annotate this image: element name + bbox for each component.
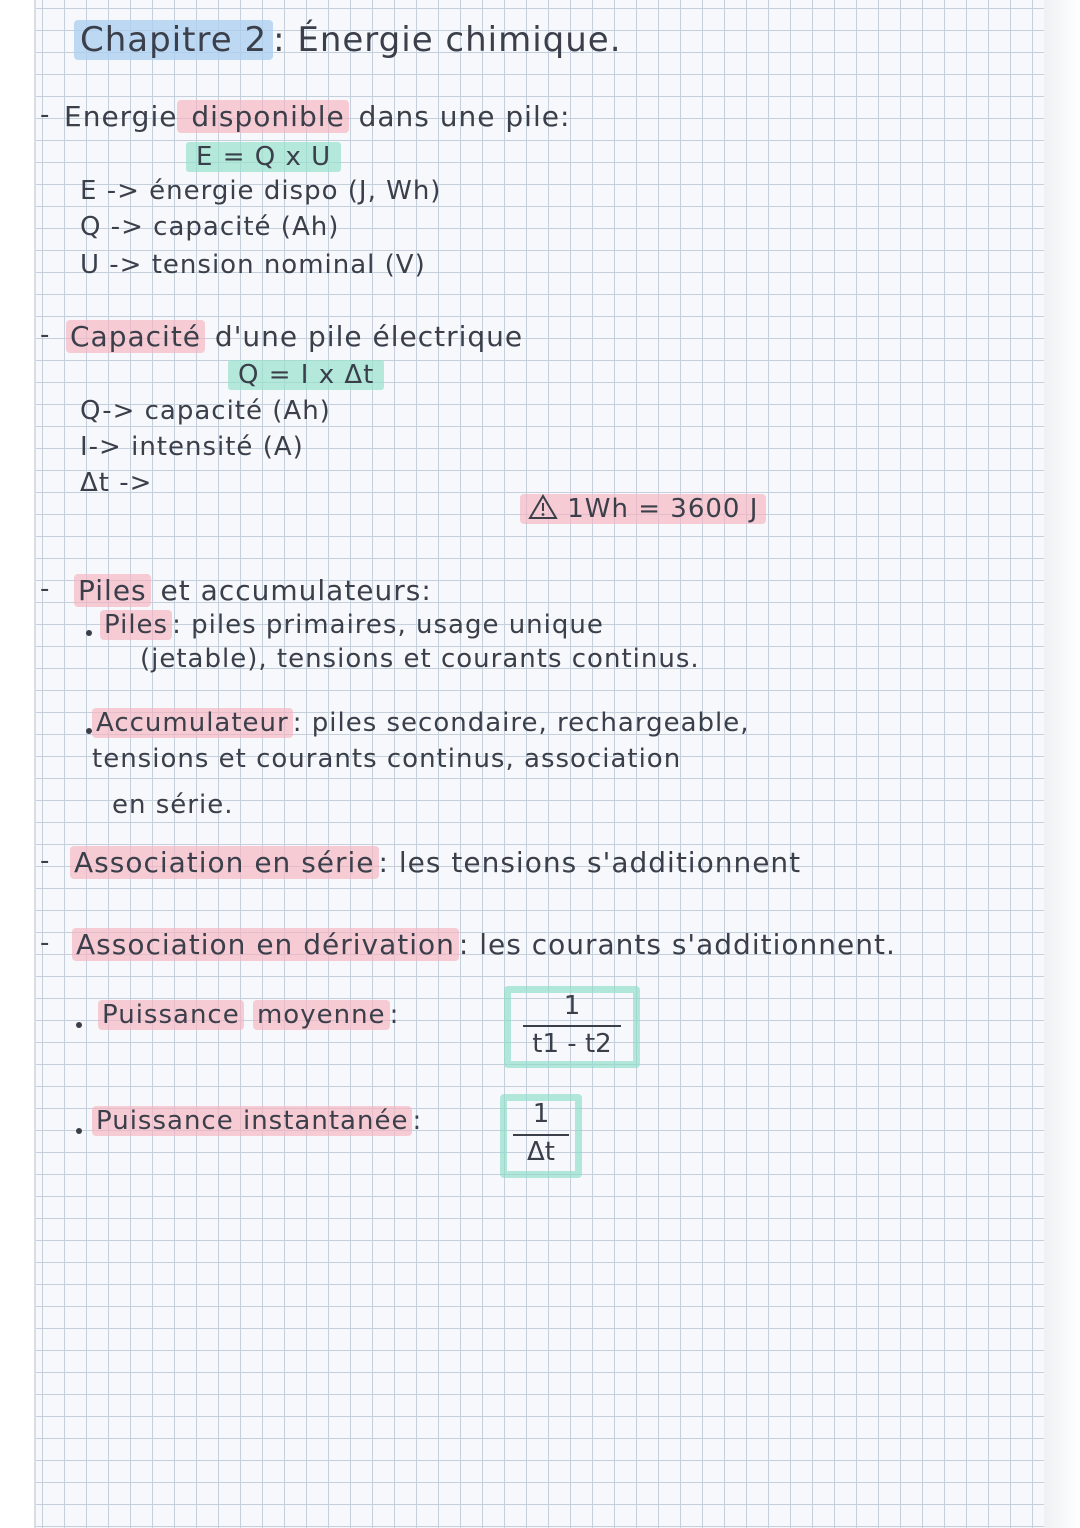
fraction-denominator: Δt: [527, 1137, 555, 1167]
heading-capacite-a: Capacité: [66, 320, 205, 353]
page-shadow: [1044, 0, 1080, 1528]
heading-capacite: [66, 320, 523, 353]
pm-colon: :: [389, 1000, 400, 1030]
bullet: [76, 1128, 82, 1134]
formula-energie: E = Q x U: [186, 142, 341, 172]
acc-line-1: [92, 708, 750, 738]
acc-line-3: en série.: [112, 790, 234, 820]
title-chapter: Chapitre 2: [74, 20, 273, 60]
piles-line-1: [100, 610, 604, 640]
heading-piles: [74, 574, 432, 607]
heading-piles-a: Piles: [74, 574, 151, 607]
dash-marker: -: [40, 928, 50, 958]
puissance-moyenne-label: [98, 1000, 399, 1030]
serie-line: [70, 846, 801, 879]
def-tension: U -> tension nominal (V): [80, 250, 426, 280]
piles-text-1: : piles primaires, usage unique: [172, 610, 604, 640]
heading-energie-a: Energie: [64, 100, 178, 133]
def-energie: E -> énergie dispo (J, Wh): [80, 176, 442, 206]
pi-label: Puissance instantanée: [92, 1106, 412, 1136]
bullet: [86, 630, 92, 636]
derivation-text: : les courants s'additionnent.: [458, 928, 896, 961]
acc-line-2: tensions et courants continus, association: [92, 744, 682, 774]
note-wh-text: 1Wh = 3600 J: [567, 494, 759, 524]
piles-line-2: (jetable), tensions et courants continus.: [140, 644, 700, 674]
pi-colon: :: [412, 1106, 423, 1136]
dash-marker: -: [40, 846, 50, 876]
dash-marker: -: [40, 100, 50, 130]
heading-energie-c: dans une pile:: [348, 100, 571, 133]
heading-piles-b: et accumulateurs:: [150, 574, 432, 607]
derivation-label: Association en dérivation: [72, 928, 459, 961]
acc-label: Accumulateur: [92, 708, 293, 738]
def-capacite: Q -> capacité (Ah): [80, 212, 340, 242]
formula-capacite: Q = I x Δt: [228, 360, 384, 390]
fraction-denominator: t1 - t2: [532, 1029, 612, 1059]
dash-marker: -: [40, 574, 50, 604]
piles-label: Piles: [100, 610, 172, 640]
fraction-numerator: 1: [563, 991, 581, 1021]
fraction-numerator: 1: [532, 1099, 550, 1129]
derivation-line: [72, 928, 896, 961]
def-dt: Δt ->: [80, 468, 153, 498]
acc-text-1: : piles secondaire, rechargeable,: [292, 708, 750, 738]
serie-text: : les tensions s'additionnent: [378, 846, 802, 879]
title-subject: : Énergie chimique.: [273, 20, 622, 60]
pm-label-b: moyenne: [253, 1000, 390, 1030]
puissance-instant-label: [92, 1106, 422, 1136]
warning-icon: [528, 494, 567, 524]
fraction-moyenne: [504, 986, 640, 1068]
fraction-bar: [523, 1025, 621, 1027]
page-edge: [34, 0, 36, 1528]
pm-label-a: Puissance: [98, 1000, 244, 1030]
heading-energie-b: disponible: [177, 100, 348, 133]
dash-marker: -: [40, 320, 50, 350]
def-q: Q-> capacité (Ah): [80, 396, 331, 426]
bullet: [76, 1022, 82, 1028]
serie-label: Association en série: [70, 846, 379, 879]
fraction-instant: [500, 1094, 582, 1178]
fraction-bar: [513, 1134, 569, 1136]
heading-capacite-b: d'une pile électrique: [205, 320, 524, 353]
def-i: I-> intensité (A): [80, 432, 304, 462]
note-wh: [520, 494, 766, 524]
page-title: [74, 20, 622, 60]
heading-energie: [64, 100, 570, 133]
